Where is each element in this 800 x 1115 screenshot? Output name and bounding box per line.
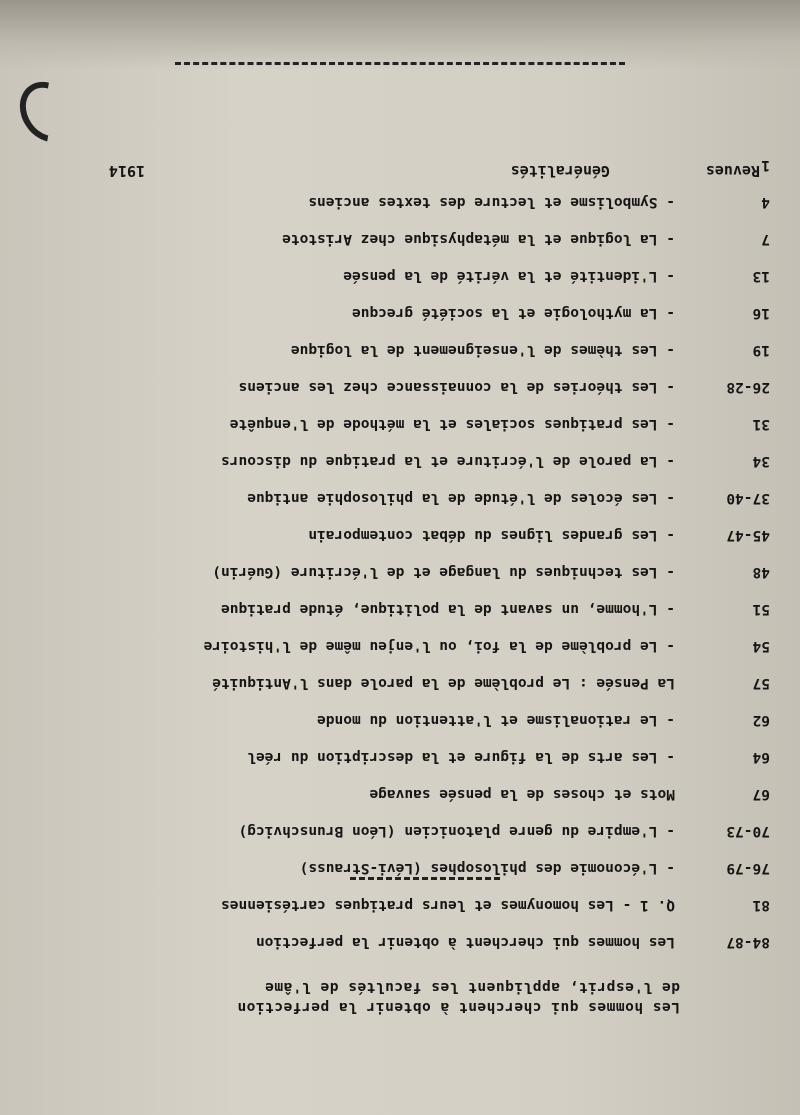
entry-text: - Les thèmes de l'enseignement de la logique: [290, 342, 675, 358]
entry-range: 51: [752, 601, 770, 617]
entry-text: - Les théories de la connaissance chez les anciens: [238, 379, 675, 395]
entry-text: - La logique et la métaphysique chez Aristote: [282, 231, 675, 247]
entry-range: 67: [752, 786, 770, 802]
entry-text: La Pensée : Le problème de la parole dans l'Antiquité: [212, 675, 675, 691]
header-line-1: Les hommes qui cherchent à obtenir la perfection: [236, 999, 680, 1015]
entry-text: - Les techniques du langage et de l'écriture (Guérin): [212, 564, 675, 580]
entry-range: 54: [752, 638, 770, 654]
entry-text: - Les grandes lignes du débat contemporain: [308, 527, 675, 543]
entry-range: 57: [752, 675, 770, 691]
entry-range: 13: [752, 268, 770, 284]
entry-range: 19: [752, 342, 770, 358]
entry-range: 64: [752, 749, 770, 765]
entry-range: 62: [752, 712, 770, 728]
entry-range: 16: [752, 305, 770, 321]
entry-text: - L'identité et la vérité de la pensée: [343, 268, 675, 284]
footer-page-number: 1914: [108, 162, 145, 180]
entry-text: - Symbolisme et lecture des textes anciens: [308, 194, 675, 210]
entry-text: - L'économie des philosophes (Lévi-Strauss): [299, 860, 675, 876]
entry-range: 48: [752, 564, 770, 580]
entry-text: - La parole de l'écriture et la pratique du discours: [221, 453, 675, 469]
entry-text: - L'empire du genre platonicien (Léon Brunschvicg): [238, 823, 675, 839]
entry-text: - Les écoles de l'étude de la philosophie antique: [247, 490, 675, 506]
header-line-2: de l'esprit, appliquent les facultés de l'âme: [264, 979, 680, 995]
entry-range: 76-79: [726, 860, 770, 876]
entry-text: Les hommes qui cherchent à obtenir la perfection: [255, 934, 675, 950]
entry-text: Mots et choses de la pensée sauvage: [369, 786, 675, 802]
entry-range: 7: [761, 231, 770, 247]
bottom-dash-separator: [350, 877, 500, 880]
entry-range: 81: [752, 897, 770, 913]
entry-range: 45-47: [726, 527, 770, 543]
entry-text: - Les arts de la figure et la description du réel: [247, 749, 675, 765]
entry-text: - La mythologie et la société grecque: [351, 305, 675, 321]
entry-text: Q. 1 - Les homonymes et leurs pratiques cartésiennes: [221, 897, 675, 913]
entry-range: 34: [752, 453, 770, 469]
entry-range: 4: [761, 194, 770, 210]
entry-range: 31: [752, 416, 770, 432]
entry-range: 70-73: [726, 823, 770, 839]
entry-range: 26-28: [726, 379, 770, 395]
footer-revues: Revues: [705, 162, 760, 180]
entry-range: 84-87: [726, 934, 770, 950]
entry-text: - Le rationalisme et l'attention du monde: [317, 712, 675, 728]
top-dash-separator: [175, 62, 625, 65]
footer-generalites: Généralités: [510, 162, 610, 180]
entry-text: - Les pratiques sociales et la méthode de l'enquête: [229, 416, 675, 432]
entry-text: - Le problème de la foi, ou l'enjeu même de l'histoire: [203, 638, 675, 654]
entry-range: 1: [761, 157, 770, 173]
entry-text: - L'homme, un savant de la politique, étude pratique: [221, 601, 675, 617]
entry-range: 37-40: [726, 490, 770, 506]
